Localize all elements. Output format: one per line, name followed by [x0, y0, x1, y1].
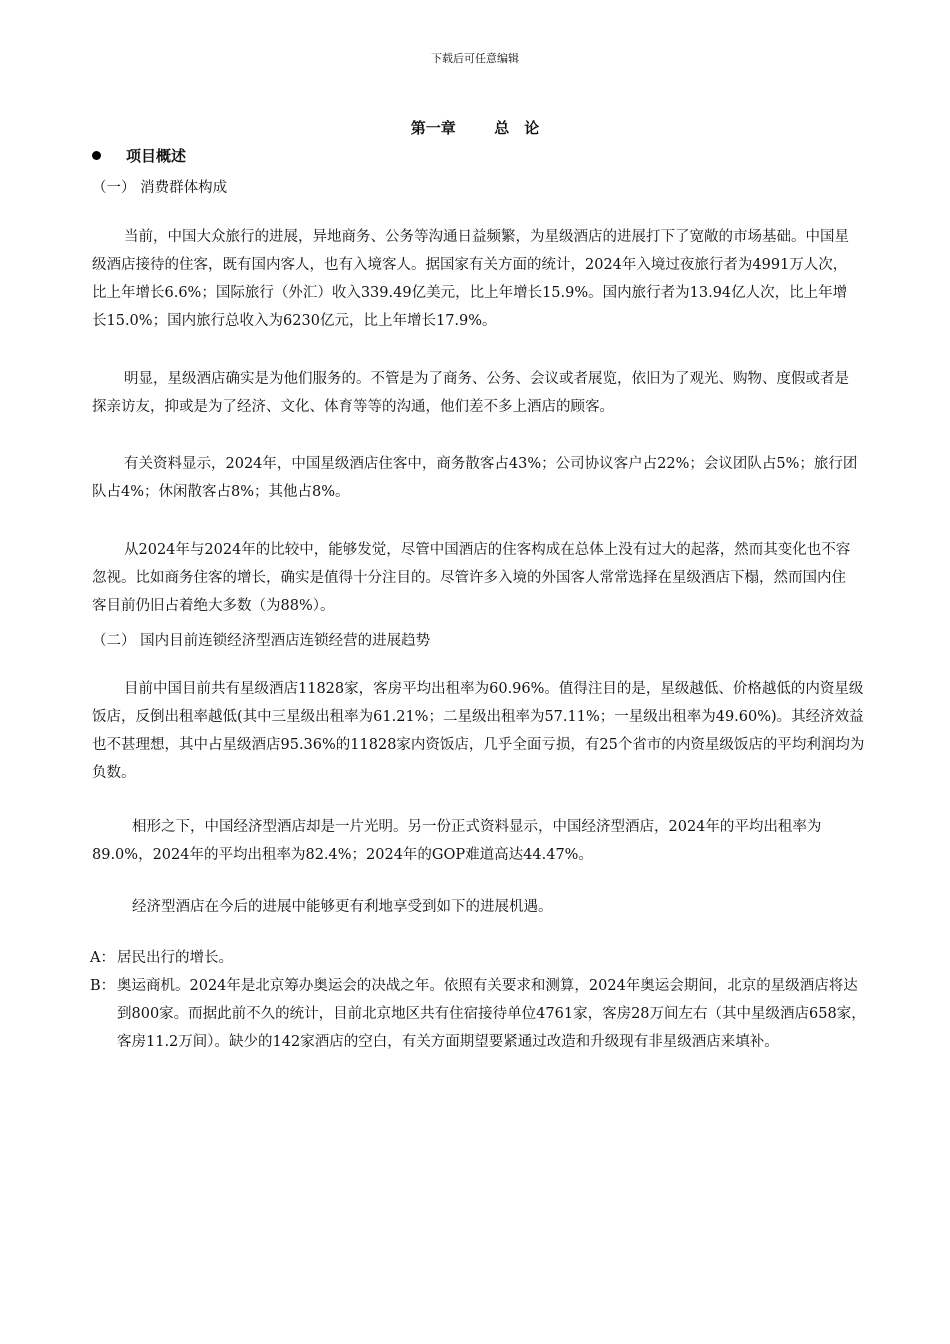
paragraph-2 — [92, 365, 860, 421]
paragraph-1 — [92, 223, 860, 335]
list-item-b-text: 奥运商机。2024年是北京筹办奥运会的决战之年。依照有关要求和测算，2024年奥运会期间，北京的星级酒店将达到800家。而据此前不久的统计，目前北京地区共有住宿接待单位4761家，客房28万间左右（其中星级酒店658家，客房11.2万间）。缺少的142家酒店的空白，有关方面期望要紧通过改造和升级现有非星级酒店来填补。 — [117, 978, 866, 1050]
chapter-number: 第一章 — [410, 119, 456, 137]
list-item-a-text: 居民出行的增长。 — [117, 950, 233, 966]
list-item-b-label: B： — [90, 978, 116, 994]
paragraph-5 — [92, 675, 870, 787]
section-heading-label: 项目概述 — [126, 147, 187, 165]
paragraph-1-text: 当前，中国大众旅行的进展，异地商务、公务等沟通日益频繁，为星级酒店的进展打下了宽敞的市场基础。中国星级酒店接待的住客，既有国内客人，也有入境客人。据国家有关方面的统计，2024年入境过夜旅行者为4991万人次，比上年增长6.6%；国际旅行（外汇）收入339.49亿美元，比上年增长15.9%。国内旅行者为13.94亿人次，比上年增长15.0%；国内旅行总收入为6230亿元，比上年增长17.9%。 — [92, 229, 849, 329]
paragraph-7-text: 经济型酒店在今后的进展中能够更有利地享受到如下的进展机遇。 — [132, 899, 553, 915]
paragraph-7 — [92, 893, 860, 921]
paragraph-4-text: 从2024年与2024年的比较中，能够发觉，尽管中国酒店的住客构成在总体上没有过大的起落，然而其变化也不容忽视。比如商务住客的增长，确实是值得十分注目的。尽管许多入境的外国客人常常选择在星级酒店下榻，然而国内住客目前仍旧占着绝大多数（为88%）。 — [92, 542, 851, 614]
bullet-icon — [92, 151, 101, 160]
paragraph-6 — [92, 813, 860, 869]
list-item-a-label: A： — [90, 950, 115, 966]
page-header-note: 下载后可任意编辑 — [431, 52, 519, 65]
subsection-2-heading: （二） 国内目前连锁经济型酒店连锁经营的进展趋势 — [92, 633, 431, 649]
paragraph-3-text: 有关资料显示，2024年，中国星级酒店住客中，商务散客占43%；公司协议客户占22%；会议团队占5%；旅行团队占4%；休闲散客占8%；其他占8%。 — [92, 456, 858, 500]
paragraph-5-text: 目前中国目前共有星级酒店11828家，客房平均出租率为60.96%。值得注目的是，星级越低、价格越低的内资星级饭店，反倒出租率越低(其中三星级出租率为61.21%；二星级出租率为57.11%；一星级出租率为49.60%)。其经济效益也不甚理想，其中占星级酒店95.36%的11828家内资饭店，几乎全面亏损，有25个省市的内资星级饭店的平均利润均为负数。 — [92, 681, 865, 781]
section-heading — [92, 145, 186, 166]
paragraph-3 — [92, 450, 860, 506]
paragraph-4 — [92, 536, 860, 620]
chapter-name: 总 论 — [494, 119, 540, 137]
list-item-a — [90, 944, 870, 972]
chapter-title — [0, 117, 950, 138]
list-item-b — [90, 972, 870, 1056]
paragraph-2-text: 明显，星级酒店确实是为他们服务的。不管是为了商务、公务、会议或者展览，依旧为了观光、购物、度假或者是探亲访友，抑或是为了经济、文化、体育等等的沟通，他们差不多上酒店的顾客。 — [92, 371, 849, 415]
subsection-1-heading: （一） 消费群体构成 — [92, 180, 228, 196]
paragraph-6-text: 相形之下，中国经济型酒店却是一片光明。另一份正式资料显示，中国经济型酒店，2024年的平均出租率为89.0%，2024年的平均出租率为82.4%；2024年的GOP难道高达44.47%。 — [92, 819, 822, 863]
